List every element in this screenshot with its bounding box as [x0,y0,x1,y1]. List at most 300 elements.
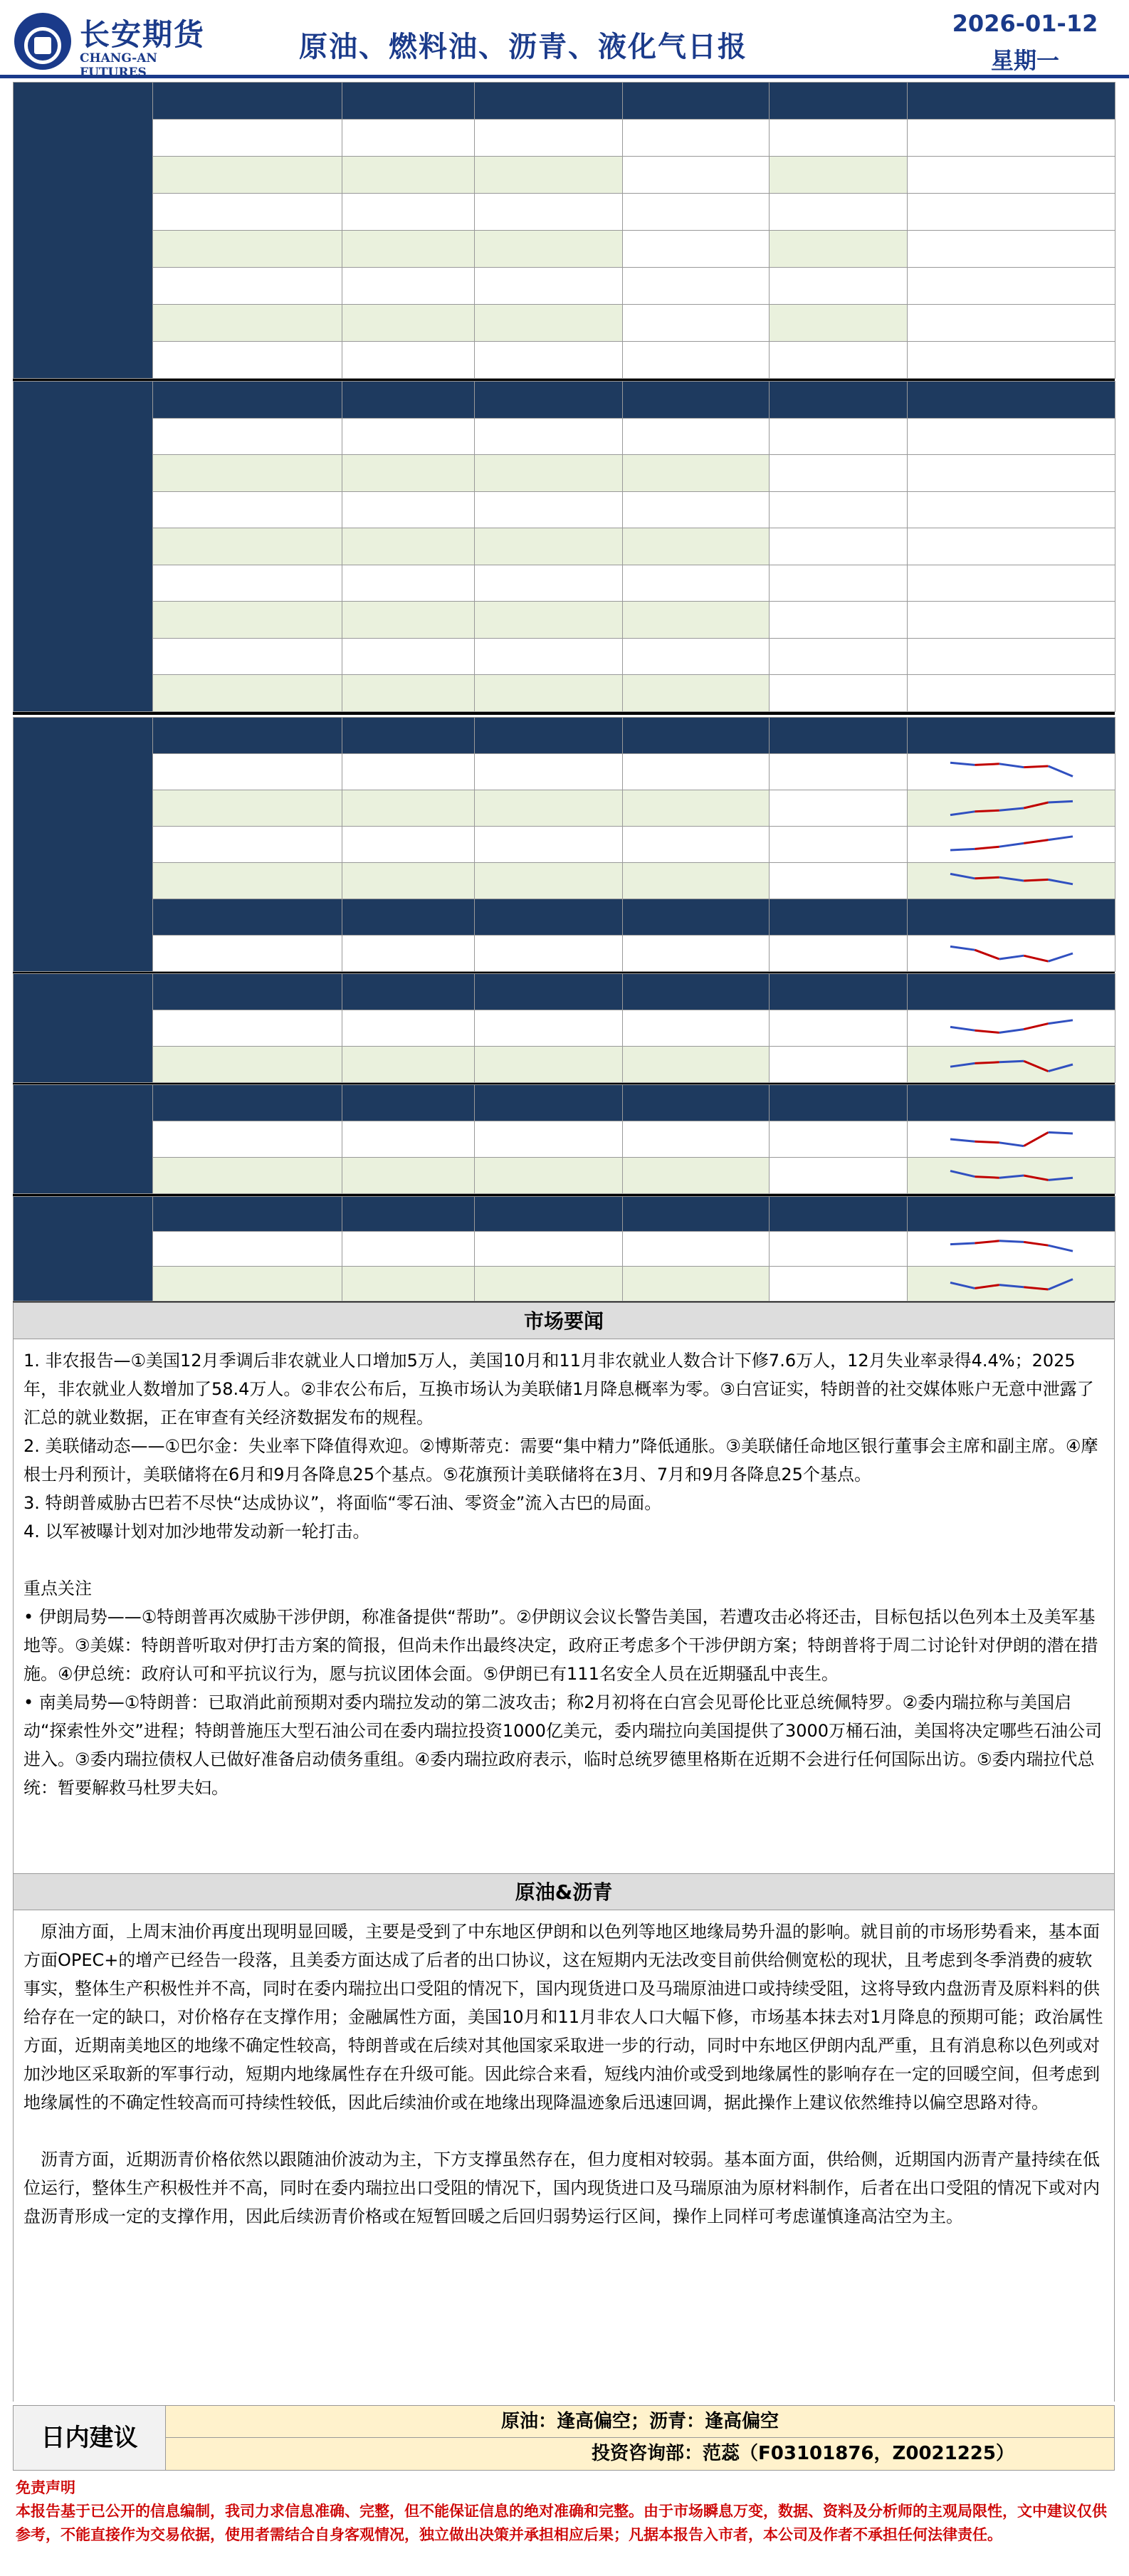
value-cell [770,1232,908,1267]
trend-segment [975,764,999,765]
value-cell [770,231,908,268]
paragraph: • 南美局势—①特朗普：已取消此前预期对委内瑞拉发动的第二波攻击；称2月初将在白宫会见哥伦比亚总统佩特罗。②委内瑞拉称与美国启动“探索性外交”进程；特朗普施压大型石油公司在委内瑞拉投资1000亿美元，委内瑞拉向美国提供了3000万桶石油，美国将决定哪些石油公司进入。③委内瑞拉债权人已做好准备启动债务重组。④委内瑞拉政府表示，临时总统罗德里格斯在近期不会进行任何国际出访。⑤委内瑞拉代总统：暂要解救马杜罗夫妇。 [23,1692,1103,1798]
spot-section [13,381,1115,715]
value-cell [908,120,1115,157]
unit-cell [342,1121,475,1158]
company-logo [14,9,214,80]
trend-segment [975,1241,999,1243]
column-header [342,718,475,754]
trend-segment [1024,1132,1048,1146]
trend-segment [1048,953,1072,961]
item-name [153,157,342,194]
column-header [342,899,475,936]
unit-cell [342,157,475,194]
unit-cell [342,827,475,863]
column-header [623,83,770,120]
market-news-body [13,1339,1115,1873]
column-header [475,382,623,419]
table-row [14,342,1115,379]
value-cell [623,455,770,492]
value-cell [623,305,770,342]
section-label [14,382,153,712]
paragraph: 1. 非农报告—①美国12月季调后非农就业人口增加5万人，美国10月和11月非农就业人数合计下修7.6万人，12月失业率录得4.4%；2025年，非农就业人数增加了58.4万人。②非农公布后，互换市场认为美联储1月降息概率为零。③白宫证实，特朗普的社交媒体账户无意中泄露了汇总的就业数据，正在审查有关经济数据发布的规程。 [23,1351,1094,1428]
value-cell [475,675,623,712]
value-cell [623,1158,770,1194]
value-cell [770,120,908,157]
value-cell [475,863,623,899]
column-header [475,718,623,754]
trend-segment [999,877,1023,881]
value-cell [623,754,770,790]
trend-segment [999,1061,1023,1062]
column-header [153,899,342,936]
value-cell [623,936,770,972]
column-header [770,899,908,936]
table-row [14,455,1115,492]
column-header [770,1085,908,1121]
trend-segment [1048,837,1072,840]
value-cell [770,675,908,712]
crude-asphalt-title: 原油&沥青 [13,1873,1115,1910]
table-row [14,754,1115,790]
trend-segment [975,1030,999,1032]
value-cell [770,565,908,602]
column-header [770,382,908,419]
value-cell [623,1121,770,1158]
column-header [770,83,908,120]
item-name [153,1047,342,1083]
trend-segment [1048,879,1072,884]
table-row [14,1010,1115,1047]
trend-sparkline [947,794,1076,822]
value-cell [770,790,908,827]
value-cell [475,268,623,305]
item-name [153,936,342,972]
trend-segment [950,763,975,765]
column-header [342,1085,475,1121]
value-cell [770,455,908,492]
trend-segment [1048,1132,1072,1133]
disclaimer [13,2473,1115,2550]
unit-cell [342,754,475,790]
value-cell [623,1047,770,1083]
trend-segment [975,877,999,879]
trend-segment [950,1063,975,1067]
value-cell [475,194,623,231]
value-cell [623,120,770,157]
unit-cell [342,1047,475,1083]
trend-segment [1048,1178,1072,1180]
unit-cell [342,936,475,972]
value-cell [770,754,908,790]
trend-cell [908,827,1115,863]
value-cell [475,936,623,972]
trend-segment [1024,879,1048,881]
item-name [153,827,342,863]
trend-segment [999,843,1023,847]
value-cell [475,827,623,863]
fuel-inventory-section [13,1084,1115,1197]
value-cell [475,1010,623,1047]
trend-segment [1048,1245,1072,1251]
trend-sparkline [947,1050,1076,1079]
column-header [623,974,770,1010]
value-cell [475,231,623,268]
value-cell [770,1267,908,1302]
trend-segment [950,1171,975,1177]
value-cell [623,157,770,194]
trend-sparkline [947,1269,1076,1298]
value-cell [770,342,908,379]
section-label [14,83,153,379]
unit-cell [342,528,475,565]
column-header [153,1085,342,1121]
paragraph: 2. 美联储动态——①巴尔金：失业率下降值得欢迎。②博斯蒂克：需要“集中精力”降低通胀。③美联储任命地区银行董事会主席和副主席。④摩根士丹利预计，美联储将在6月和9月各降息25个基点。⑤花旗预计美联储将在3月、7月和9月各降息25个基点。 [23,1436,1098,1485]
table-row [14,528,1115,565]
paragraph: 4. 以军被曝计划对加沙地带发动新一轮打击。 [23,1522,370,1541]
report-header [0,0,1129,78]
trend-segment [1024,1287,1048,1289]
table-row [14,1121,1115,1158]
advice-analyst: 投资咨询部：范蕊（F03101876，Z0021225） [166,2438,1114,2470]
item-name [153,602,342,639]
value-cell [770,194,908,231]
value-cell [770,1047,908,1083]
unit-cell [342,455,475,492]
trend-cell [908,1121,1115,1158]
value-cell [623,418,770,455]
column-header [475,1197,623,1232]
value-cell [475,455,623,492]
trend-segment [1024,840,1048,844]
value-cell [623,827,770,863]
trend-cell [908,1010,1115,1047]
column-header [342,974,475,1010]
value-cell [770,1010,908,1047]
trend-sparkline [947,939,1076,968]
trend-segment [1024,1176,1048,1180]
table-row [14,194,1115,231]
value-cell [908,455,1115,492]
trend-segment [1024,1061,1048,1071]
item-name [153,638,342,675]
value-cell [623,231,770,268]
section-label [14,718,153,972]
value-cell [770,1121,908,1158]
unit-cell [342,268,475,305]
asphalt-inventory-section [13,973,1115,1086]
column-header [908,974,1115,1010]
table-row [14,231,1115,268]
trend-cell [908,1047,1115,1083]
trend-segment [975,847,999,849]
item-name [153,231,342,268]
column-header [342,1197,475,1232]
unit-cell [342,790,475,827]
section-label [14,974,153,1083]
logo-english: CHANG-AN FUTURES [80,51,157,80]
value-cell [475,1121,623,1158]
item-name [153,1232,342,1267]
trend-cell [908,863,1115,899]
item-name [153,1121,342,1158]
column-header [908,899,1115,936]
value-cell [475,528,623,565]
unit-cell [342,1010,475,1047]
value-cell [908,565,1115,602]
value-cell [475,491,623,528]
column-header [153,83,342,120]
column-header [623,1197,770,1232]
unit-cell [342,863,475,899]
value-cell [908,528,1115,565]
item-name [153,418,342,455]
trend-segment [950,874,975,878]
value-cell [908,491,1115,528]
trend-segment [1024,1024,1048,1030]
value-cell [623,491,770,528]
table-row [14,120,1115,157]
disclaimer-title: 免责声明 [16,2479,75,2496]
column-header [153,718,342,754]
column-header [770,974,908,1010]
trend-sparkline [947,1161,1076,1190]
table-row [14,675,1115,712]
column-header [770,718,908,754]
column-header [475,1085,623,1121]
table-row [14,790,1115,827]
trend-segment [975,1062,999,1064]
value-cell [623,565,770,602]
item-name [153,194,342,231]
column-header [153,974,342,1010]
item-name [153,120,342,157]
chang-an-logo-icon [14,13,71,70]
section-label [14,1085,153,1194]
value-cell [475,120,623,157]
table-row [14,827,1115,863]
paragraph-gap [23,1546,1104,1574]
trend-segment [950,1139,975,1141]
table-row [14,268,1115,305]
trend-segment [1024,955,1048,961]
trend-segment [1024,802,1048,808]
trend-segment [950,946,975,950]
item-name [153,1010,342,1047]
value-cell [908,342,1115,379]
unit-cell [342,491,475,528]
value-cell [623,1010,770,1047]
intraday-advice [13,2405,1115,2471]
column-header [623,899,770,936]
value-cell [908,602,1115,639]
table-row [14,565,1115,602]
value-cell [908,268,1115,305]
value-cell [770,827,908,863]
value-cell [475,157,623,194]
column-header [770,1197,908,1232]
value-cell [908,157,1115,194]
trend-segment [1048,1020,1072,1024]
value-cell [908,675,1115,712]
trend-segment [950,1243,975,1245]
trend-sparkline [947,1125,1076,1153]
value-cell [770,1158,908,1194]
column-header [153,382,342,419]
trend-segment [999,764,1023,768]
trend-segment [999,1030,1023,1033]
trend-segment [950,849,975,850]
trend-segment [999,955,1023,959]
trend-segment [1048,1064,1072,1072]
value-cell [623,528,770,565]
value-cell [770,528,908,565]
table-row [14,305,1115,342]
value-cell [623,1232,770,1267]
trend-segment [950,1027,975,1030]
column-header [342,382,475,419]
trend-segment [999,1285,1023,1287]
trend-sparkline [947,758,1076,786]
table-row [14,418,1115,455]
unit-cell [342,120,475,157]
value-cell [623,790,770,827]
item-name [153,342,342,379]
value-cell [475,1267,623,1302]
value-cell [770,157,908,194]
column-header [475,899,623,936]
report-title: 原油、燃料油、沥青、液化气日报 [299,31,747,63]
item-name [153,455,342,492]
column-header [908,1085,1115,1121]
trend-segment [1048,766,1072,776]
unit-cell [342,231,475,268]
disclaimer-text: 本报告基于已公开的信息编制，我司力求信息准确、完整，但不能保证信息的绝对准确和完整。由于市场瞬息万变，数据、资料及分析师的主观局限性，文中建议仅供参考，不能直接作为交易依据，使用者需结合自身客观情况，独立做出决策并承担相应后果；凡据本报告入市者，本公司及作者不承担任何法律责任。 [16,2503,1107,2543]
column-header [153,1197,342,1232]
value-cell [908,418,1115,455]
trend-cell [908,936,1115,972]
table-row [14,602,1115,639]
report-weekday: 星期一 [990,47,1059,74]
value-cell [908,305,1115,342]
value-cell [908,194,1115,231]
item-name [153,305,342,342]
trend-cell [908,754,1115,790]
paragraph: 原油方面，上周末油价再度出现明显回暖，主要是受到了中东地区伊朗和以色列等地区地缘局势升温的影响。就目前的市场形势看来，基本面方面OPEC+的增产已经告一段落，且美委方面达成了后者的出口协议，这在短期内无法改变目前供给侧宽松的现状，且考虑到冬季消费的疲软事实，整体生产积极性并不高，同时在委内瑞拉出口受阻的情况下，国内现货进口及马瑞原油进口或持续受阻，这将导致内盘沥青及原料料的供给存在一定的缺口，对价格存在支撑作用；金融属性方面，美国10月和11月非农人口大幅下修，市场基本抹去对1月降息的预期可能；政治属性方面，近期南美地区的地缘不确定性较高，特朗普或在后续对其他国家采取进一步的行动，同时中东地区伊朗内乱严重，且有消息称以色列或对加沙地区采取新的军事行动，短期内地缘属性存在升级可能。因此综合来看，短线内油价或受到地缘属性的影响存在一定的回暖空间，但考虑到地缘属性的不确定性较高而可持续性较低，因此后续油价或在地缘出现降温迹象后迅速回调，据此操作上建议依然维持以偏空思路对待。 [23,1922,1103,2112]
unit-cell [342,305,475,342]
item-name [153,754,342,790]
unit-cell [342,1232,475,1267]
column-header [475,974,623,1010]
value-cell [770,638,908,675]
table-row [14,936,1115,972]
trend-segment [975,1177,999,1178]
column-header [908,83,1115,120]
column-header [623,718,770,754]
unit-cell [342,418,475,455]
logo-chinese: 长安期货 [80,17,206,52]
value-cell [770,863,908,899]
value-cell [475,790,623,827]
value-cell [770,418,908,455]
item-name [153,1158,342,1194]
trend-segment [1024,1242,1048,1245]
table-row [14,638,1115,675]
item-name [153,528,342,565]
value-cell [623,268,770,305]
trend-segment [975,810,999,812]
value-cell [770,602,908,639]
trend-sparkline [947,866,1076,895]
value-cell [475,638,623,675]
value-cell [475,1232,623,1267]
trend-segment [999,1143,1023,1146]
paragraph: 沥青方面，近期沥青价格依然以跟随油价波动为主，下方支撑虽然存在，但力度相对较弱。基本面方面，供给侧，近期国内沥青产量持续在低位运行，整体生产积极性并不高，同时在委内瑞拉出口受阻的情况下，国内现货进口及马瑞原油为原材料制作，后者在出口受阻的情况下或对内盘沥青形成一定的支撑作用，因此后续沥青价格或在短暂回暖之后回归弱势运行区间，操作上同样可考虑谨慎逢高沽空为主。 [23,2150,1100,2226]
paragraph-gap [23,2117,1104,2145]
table-row [14,1158,1115,1194]
item-name [153,1267,342,1302]
unit-cell [342,675,475,712]
unit-cell [342,638,475,675]
unit-cell [342,1267,475,1302]
value-cell [623,342,770,379]
column-header [623,382,770,419]
trend-segment [1048,801,1072,802]
value-cell [475,342,623,379]
table-row [14,1267,1115,1302]
value-cell [475,602,623,639]
column-header [623,1085,770,1121]
trend-sparkline [947,1235,1076,1263]
value-cell [908,231,1115,268]
table-row [14,863,1115,899]
column-header [908,718,1115,754]
value-cell [623,1267,770,1302]
column-header [908,382,1115,419]
trend-segment [1024,766,1048,768]
value-cell [475,754,623,790]
advice-label: 日内建议 [14,2406,166,2470]
unit-cell [342,1158,475,1194]
item-name [153,268,342,305]
value-cell [475,305,623,342]
value-cell [475,418,623,455]
value-cell [475,1158,623,1194]
trend-segment [950,812,975,815]
item-name [153,491,342,528]
trend-cell [908,1158,1115,1194]
crude-asphalt-body [13,1910,1115,2402]
trend-sparkline [947,830,1076,859]
trend-segment [999,808,1023,810]
unit-cell [342,194,475,231]
trend-segment [999,1176,1023,1178]
trend-sparkline [947,1014,1076,1042]
trend-cell [908,1267,1115,1302]
paragraph: 重点关注 [23,1578,92,1598]
table-row [14,1047,1115,1083]
item-name [153,565,342,602]
paragraph: 3. 特朗普威胁古巴若不尽快“达成协议”，将面临“零石油、零资金”流入古巴的局面。 [23,1493,662,1513]
value-cell [908,638,1115,675]
value-cell [475,1047,623,1083]
column-header [475,83,623,120]
value-cell [770,491,908,528]
crude-inventory-section [13,717,1115,975]
advice-line: 原油：逢高偏空；沥青：逢高偏空 [166,2406,1114,2438]
table-row [14,157,1115,194]
item-name [153,863,342,899]
